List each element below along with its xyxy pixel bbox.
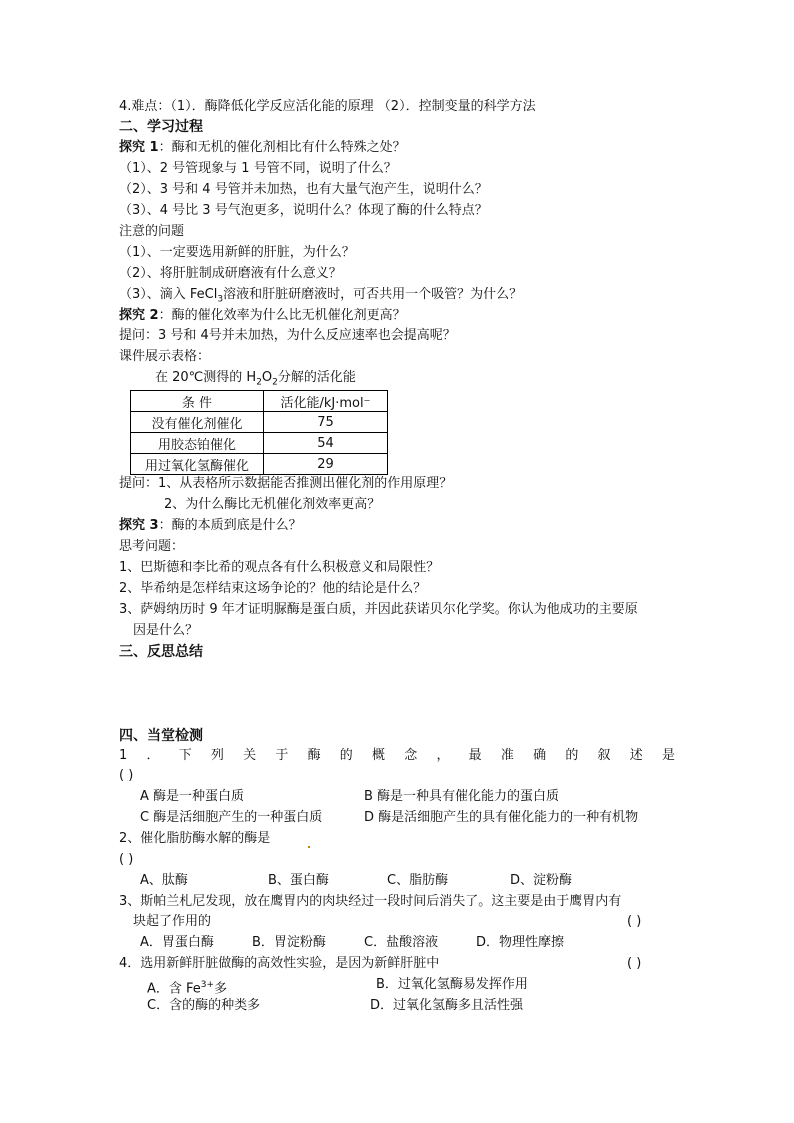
table-header-cell: 条 件	[131, 391, 264, 412]
explore3-label: 探究 3	[119, 518, 159, 533]
q1-option-c: C 酶是活细胞产生的一种蛋白质	[140, 810, 323, 825]
explore2-heading	[119, 306, 406, 326]
table-cell: 29	[264, 454, 388, 475]
table-caption	[155, 368, 356, 393]
explore1-label: 探究 1	[119, 140, 159, 155]
caption-sub-2: 2	[272, 377, 278, 388]
q1-option-b: B 酶是一种具有催化能力的蛋白质	[364, 789, 560, 804]
q2-option-c: C、脂肪酶	[387, 873, 449, 888]
explore1-q3: （3）、4 号比 3 号气泡更多，说明什么？体现了酶的什么特点？	[119, 203, 488, 218]
q1-char: 最	[468, 748, 482, 763]
table-cell: 75	[264, 412, 388, 433]
q3-option-c: C．盐酸溶液	[364, 935, 439, 950]
quiz-q2-stem: 2、催化脂肪酶水解的酶是	[119, 831, 271, 846]
q1-char: 的	[565, 748, 579, 763]
think-3a: 3、萨姆纳历时 9 年才证明脲酶是蛋白质，并因此获诺贝尔化学奖。你认为他成功的主要原	[119, 602, 638, 617]
q1-char: 下	[178, 748, 192, 763]
think-3b: 因是什么？	[133, 623, 199, 638]
table-header-cell: 活化能/kJ·mol⁻	[264, 391, 388, 412]
q3-option-b: B．胃淀粉酶	[252, 935, 326, 950]
section-in-class-test: 四、当堂检测	[119, 728, 203, 744]
q1-char: ，	[436, 748, 450, 763]
explore3-question: ：酶的本质到底是什么？	[158, 518, 302, 533]
explore2-ask2-2: 2、为什么酶比无机催化剂效率更高？	[164, 497, 381, 512]
q4-option-d: D．过氧化氢酶多且活性强	[370, 998, 524, 1013]
explore2-label: 探究 2	[119, 308, 159, 323]
explore1-question: ：酶和无机的催化剂相比有什么特殊之处？	[158, 140, 406, 155]
table-cell: 用过氧化氢酶催化	[131, 454, 264, 475]
q1-char: ．	[146, 748, 160, 763]
q1-option-d: D 酶是活细胞产生的具有催化能力的一种有机物	[364, 810, 639, 825]
caption-sub-1: 2	[256, 377, 262, 388]
caption-mid: O	[261, 370, 273, 385]
q1-char: 的	[339, 748, 353, 763]
table-cell: 没有催化剂催化	[131, 412, 264, 433]
q4-option-a-prefix: A．含 Fe	[147, 981, 201, 997]
explore3-heading	[119, 516, 302, 536]
caption-prefix: 在 20℃测得的 H	[155, 370, 257, 385]
q4-option-a-superscript: 3+	[200, 980, 215, 990]
q3-option-d: D．物理性摩擦	[476, 935, 565, 950]
courseware-label: 课件展示表格：	[119, 349, 211, 364]
quiz-q1-stem	[119, 746, 675, 766]
think-2: 2、毕希纳是怎样结束这场争论的？他的结论是什么？	[119, 581, 427, 596]
note-3-prefix: （3）、滴入 FeCl	[119, 287, 218, 302]
q1-char: 于	[275, 748, 289, 763]
caption-suffix: 分解的活化能	[277, 370, 356, 385]
explore1-heading	[119, 138, 406, 158]
q2-answer-paren: ( )	[119, 852, 134, 867]
q1-char: 是	[661, 748, 675, 763]
q1-char: 关	[243, 748, 257, 763]
notes-title: 注意的问题	[119, 224, 185, 239]
q2-option-b: B、蛋白酶	[268, 873, 329, 888]
table-cell: 54	[264, 433, 388, 454]
section-reflection: 三、反思总结	[119, 644, 203, 660]
think-title: 思考问题：	[119, 539, 185, 554]
q2-option-d: D、淀粉酶	[510, 873, 573, 888]
q1-char: 叙	[597, 748, 611, 763]
q2-option-a: A、肽酶	[140, 873, 188, 888]
q4-option-a-suffix: 多	[214, 981, 228, 997]
quiz-q3-stem-cont: 块起了作用的	[133, 914, 212, 929]
think-1: 1、巴斯德和李比希的观点各有什么积极意义和局限性？	[119, 560, 440, 575]
note-1: （1）、一定要选用新鲜的肝脏，为什么？	[119, 245, 355, 260]
activation-energy-table	[130, 390, 388, 475]
note-3-suffix: 溶液和肝脏研磨液时，可否共用一个吸管？为什么？	[223, 287, 523, 302]
q1-char: 述	[629, 748, 643, 763]
note-3-subscript: 3	[217, 294, 224, 305]
quiz-q3-stem: 3、斯帕兰札尼发现，放在鹰胃内的肉块经过一段时间后消失了。这主要是由于鹰胃内有	[119, 894, 622, 909]
q1-char: 念	[404, 748, 418, 763]
q1-answer-paren: ( )	[119, 768, 134, 783]
explore1-q2: （2）、3 号和 4 号管并未加热，也有大量气泡产生，说明什么？	[119, 182, 488, 197]
stray-mark	[308, 846, 310, 848]
quiz-q4-stem: 4．选用新鲜肝脏做酶的高效性实验，是因为新鲜肝脏中	[119, 956, 440, 971]
q1-char: 1	[119, 748, 128, 763]
q1-option-a: A 酶是一种蛋白质	[140, 789, 245, 804]
explore1-q1: （1）、2 号管现象与 1 号管不同，说明了什么？	[119, 161, 397, 176]
explore2-question: ：酶的催化效率为什么比无机催化剂更高？	[158, 308, 406, 323]
table-header-row	[131, 391, 388, 412]
q1-char: 概	[372, 748, 386, 763]
q4-option-b: B．过氧化氢酶易发挥作用	[376, 977, 528, 992]
table-row	[131, 412, 388, 433]
explore2-ask2-1: 提问：1、从表格所示数据能否推测出催化剂的作用原理？	[119, 476, 453, 491]
q4-answer-paren: ( )	[627, 956, 642, 971]
q1-char: 准	[500, 748, 514, 763]
table-row	[131, 454, 388, 475]
q4-option-c: C．含的酶的种类多	[147, 998, 261, 1013]
explore2-ask: 提问：3 号和 4号并未加热，为什么反应速率也会提高呢？	[119, 328, 456, 343]
table-row	[131, 433, 388, 454]
q3-answer-paren: ( )	[627, 914, 642, 929]
difficulty-line: 4.难点：（1）．酶降低化学反应活化能的原理 （2）．控制变量的科学方法	[119, 99, 536, 114]
q1-char: 酶	[307, 748, 321, 763]
note-2: （2）、将肝脏制成研磨液有什么意义？	[119, 266, 342, 281]
section-learning-process: 二、学习过程	[119, 119, 203, 135]
q3-option-a: A．胃蛋白酶	[140, 935, 214, 950]
q1-char: 列	[210, 748, 224, 763]
q1-char: 确	[533, 748, 547, 763]
table-cell: 用胶态铂催化	[131, 433, 264, 454]
